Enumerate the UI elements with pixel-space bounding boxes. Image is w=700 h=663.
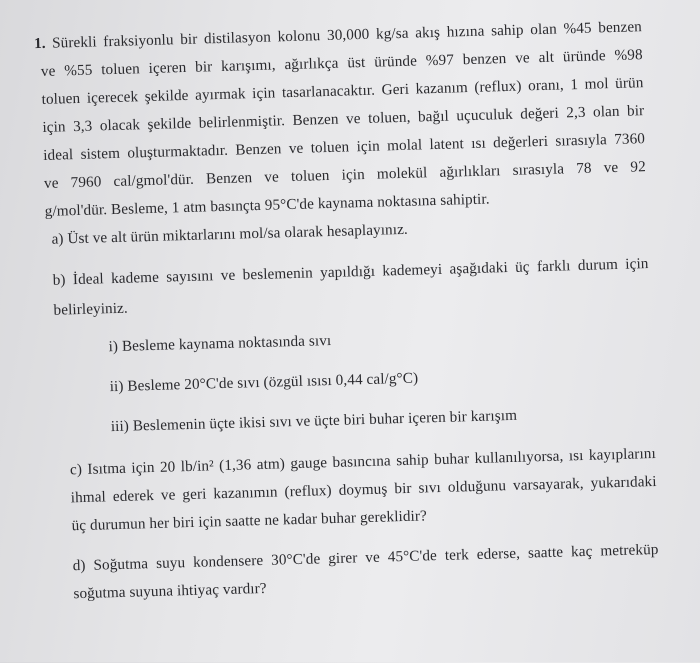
part-c-line-3: üç durumun her biri için saatte ne kadar buhar gereklidir? [71,507,428,535]
intro-line-5: ideal sistem oluşturmaktadır. Benzen ve toluen için molal latent ısı değerleri sırasıyla 7360 [42,130,646,164]
part-b-line-2: belirleyiniz. [53,299,129,319]
part-a: a) Üst ve alt ürün miktarlarını mol/sa olarak hesaplayınız. [51,220,409,248]
part-c-line-2: ihmal ederek ve geri kazanımın (reflux) doymuş bir sıvı olduğunu varsayarak, yukarıdaki [70,472,657,507]
intro-line-2: ve %55 toluen içeren bir karışımı, ağırlıkça üst üründe %97 benzen ve alt üründe %98 [40,46,643,80]
case-ii: ii) Besleme 20°C'de sıvı (özgül ısısı 0,44 cal/g°C) [109,369,419,396]
part-d-line-1: d) Soğutma suyu kondensere 30°C'de girer ve 45°C'de terk ederse, saatte kaç metreküp [72,540,659,575]
case-i: i) Besleme kaynama noktasında sıvı [108,331,332,356]
intro-line-3: toluen içerecek şekilde ayırmak için tasarlanacaktır. Geri kazanım (reflux) oranı, 1 mol ürün [41,74,644,108]
intro-line-1: Sürekli fraksiyonlu bir distilasyon kolonu 30,000 kg/sa akış hızına sahip olan %45 benzen [51,18,643,52]
intro-line-6: ve 7960 cal/gmol'dür. Benzen ve toluen için molekül ağırlıkları sırasıyla 78 ve 92 [43,158,647,192]
intro-line-4: için 3,3 olacak şekilde belirlenmiştir. Benzen ve toluen, bağıl uçuculuk değeri 2,3 olan bir [42,102,645,136]
intro-line-7: g/mol'dür. Besleme, 1 atm basınçta 95°C'de kaynama noktasına sahiptir. [44,190,490,220]
case-iii: iii) Beslemenin üçte ikisi sıvı ve üçte biri buhar içeren bir karışım [110,406,518,436]
part-d-line-2: soğutma suyuna ihtiyaç vardır? [73,579,267,603]
problem-number: 1. [33,34,46,53]
part-b-line-1: b) İdeal kademe sayısını ve beslemenin yapıldığı kademeyi aşağıdaki üç farklı durum için [52,255,649,289]
part-c-line-1: c) Isıtma için 20 lb/in² (1,36 atm) gauge basıncına sahip buhar kullanılıyorsa, ısı kayıplarını [69,444,657,479]
